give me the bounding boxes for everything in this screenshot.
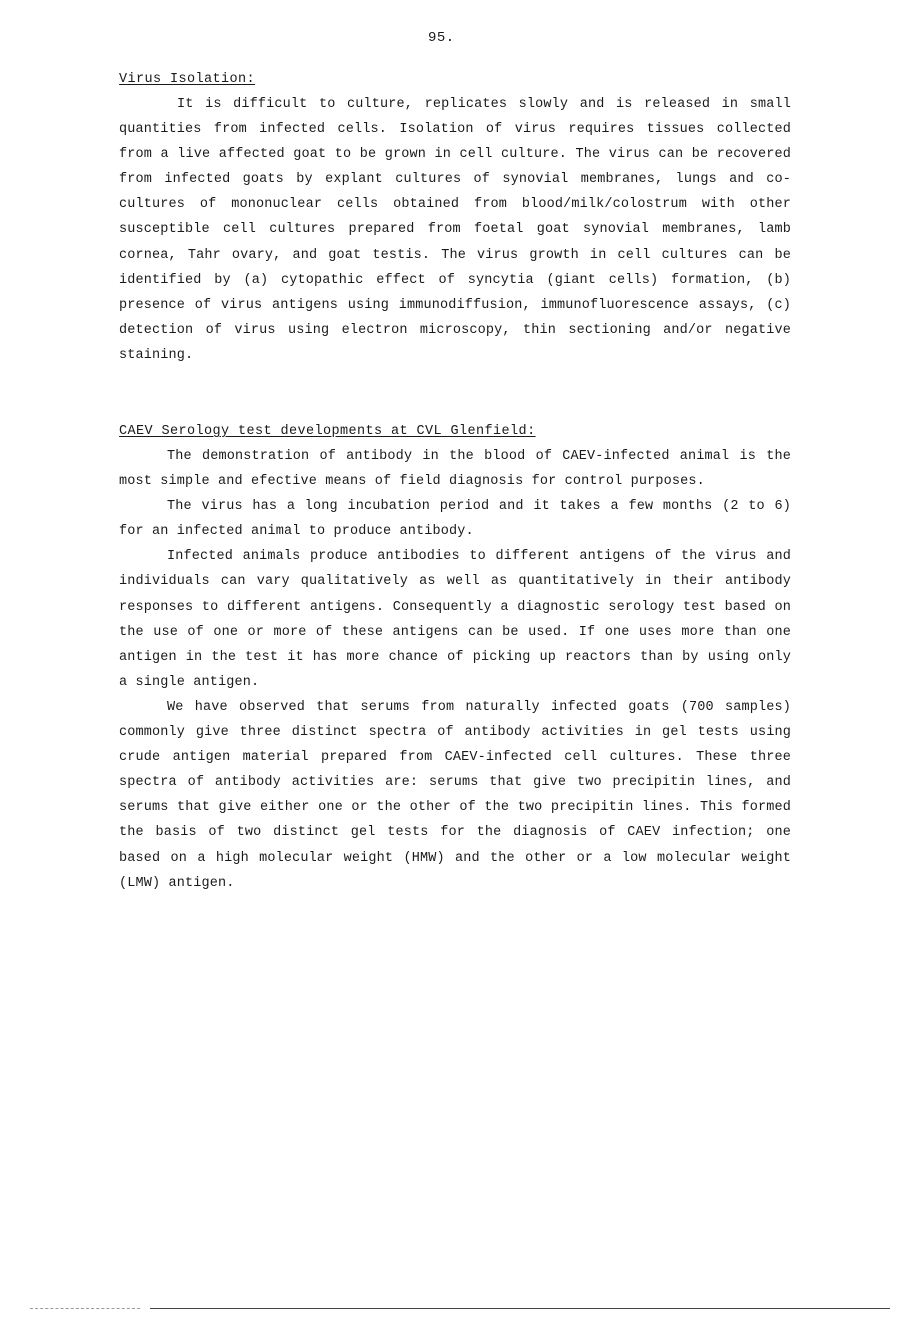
section-heading: Virus Isolation: bbox=[119, 72, 256, 87]
page-bottom-rule bbox=[150, 1308, 890, 1309]
page-number: 95. bbox=[428, 30, 455, 46]
paragraph: We have observed that serums from naturally infected goats (700 samples) commonly give three distinct spectra of antibody activities in gel tests using crude antigen material prepared from CAEV-infected cell cultures. These three spectra of antibody activities are: serums that give two precipitin lines, and serums that give either one or the other of the two precipitin lines. This formed the basis of two distinct gel tests for the diagnosis of CAEV infection; one based on a high molecular weight (HMW) and the other or a low molecular weight (LMW) antigen. bbox=[119, 699, 791, 891]
paragraph: The virus has a long incubation period and it takes a few months (2 to 6) for an infected animal to produce antibody. bbox=[119, 499, 791, 540]
section-heading: CAEV Serology test developments at CVL Glenfield: bbox=[119, 424, 536, 439]
page-bottom-rule-faint bbox=[30, 1308, 140, 1309]
paragraph: The demonstration of antibody in the blood of CAEV-infected animal is the most simple and efective means of field diagnosis for control purposes. bbox=[119, 449, 791, 490]
paragraph: It is difficult to culture, replicates slowly and is released in small quantities from infected cells. Isolation of virus requires tissues collected from a live affected goat to be grown in cell culture. The virus can be recovered from infected goats by explant cultures of synovial membranes, lungs and co-cultures of mononuclear cells obtained from blood/milk/colostrum with other susceptible cell cultures prepared from foetal goat synovial membranes, lamb cornea, Tahr ovary, and goat testis. The virus growth in cell cultures can be identified by (a) cytopathic effect of syncytia (giant cells) formation, (b) presence of virus antigens using immunodiffusion, immunofluorescence assays, (c) detection of virus using electron microscopy, thin sectioning and/or negative staining. bbox=[119, 97, 791, 363]
section-virus-isolation bbox=[119, 67, 791, 368]
section-caev-serology bbox=[119, 419, 791, 896]
paragraph: Infected animals produce antibodies to different antigens of the virus and individuals can vary qualitatively as well as quantitatively in their antibody responses to different antigens. Consequently a diagnostic serology test based on the use of one or more of these antigens can be used. If one uses more than one antigen in the test it has more chance of picking up reactors than by using only a single antigen. bbox=[119, 549, 791, 690]
